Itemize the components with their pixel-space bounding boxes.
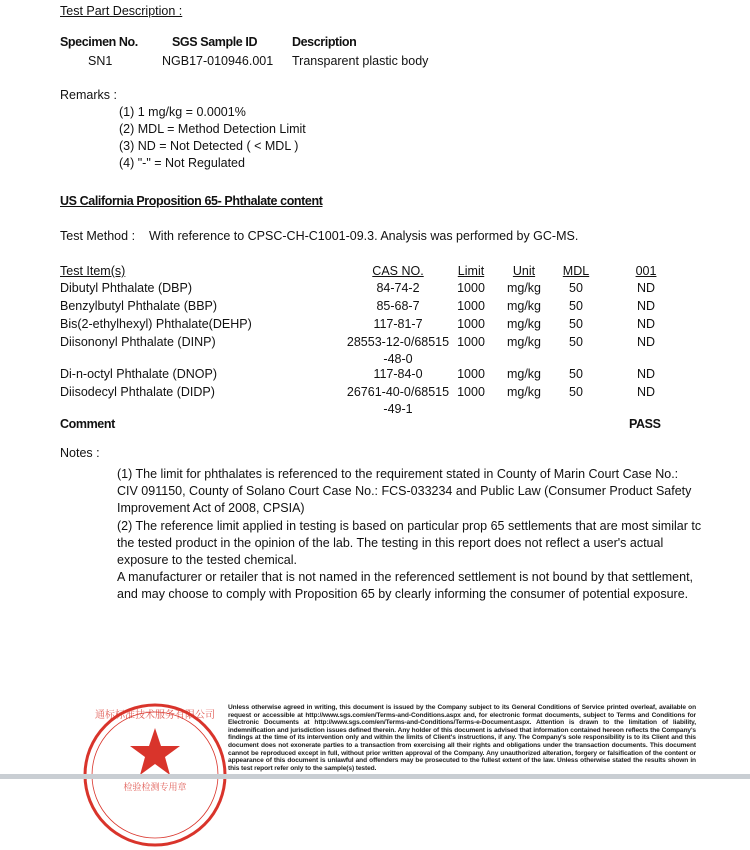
table-cell: 117-84-0	[373, 367, 423, 381]
table-cell: 50	[569, 317, 583, 331]
method-text: With reference to CPSC-CH-C1001-09.3. Analysis was performed by GC-MS.	[149, 229, 579, 243]
table-cell: 1000	[457, 317, 485, 331]
section-title: US California Proposition 65- Phthalate content	[60, 194, 323, 208]
table-cell: Diisononyl Phthalate (DINP)	[60, 335, 216, 349]
table-cell: ND	[636, 385, 656, 399]
table-cell: mg/kg	[506, 299, 542, 313]
table-cell: 1000	[457, 281, 485, 295]
table-cell: 50	[569, 367, 583, 381]
note-line: exposure to the tested chemical.	[117, 553, 297, 568]
table-header: Unit	[512, 264, 536, 278]
col-specimen: Specimen No.	[60, 35, 138, 49]
remarks-list	[119, 104, 306, 172]
table-cell: 50	[569, 385, 583, 399]
table-cell: ND	[636, 299, 656, 313]
col-description: Description	[292, 35, 357, 49]
notes-body	[117, 466, 701, 604]
star-icon	[130, 728, 180, 775]
legal-disclaimer: Unless otherwise agreed in writing, this document is issued by the Company subject to its General Conditions of Service printed overleaf, available on request or accessible at http://www.sgs.com/en/Terms-and-Conditions.aspx and, for electronic format documents, subject to Terms and Conditions for Electronic Documents at http://www.sgs.com/en/Terms-and-Conditions/Terms-e-Document.aspx. Attention is drawn to the limitation of liability, indemnification and jurisdiction issues defined therein. Any holder of this document is advised that information contained hereon reflects the Company's findings at the time of its intervention only and within the limits of Client's instructions, if any. The Company's sole responsibility is to its Client and this document does not exonerate parties to a transaction from exercising all their rights and obligations under the transaction documents. This document cannot be reproduced except in full, without prior written approval of the Company. Any unauthorized alteration, forgery or falsification of the content or appearance of this document is unlawful and offenders may be prosecuted to the fullest extent of the law. Unless otherwise stated the results shown in this test report refer only to the sample(s) tested.	[228, 704, 696, 772]
table-cell: mg/kg	[506, 385, 542, 399]
table-cell: 1000	[457, 335, 485, 349]
table-cell: Dibutyl Phthalate (DBP)	[60, 281, 193, 295]
table-cell: 84-74-2	[376, 281, 420, 295]
table-cell: mg/kg	[506, 367, 542, 381]
table-cell: ND	[636, 335, 656, 349]
table-cell: Diisodecyl Phthalate (DIDP)	[60, 385, 215, 399]
remark-item: (3) ND = Not Detected ( < MDL )	[119, 139, 299, 153]
svg-text:检验检测专用章: 检验检测专用章	[123, 783, 187, 793]
table-header: Limit	[457, 264, 485, 278]
table-cell: 1000	[457, 299, 485, 313]
note-line: (2) The reference limit applied in testing is based on particular prop 65 settlements that are most similar tc	[117, 518, 702, 533]
table-cell: 26761-40-0/68515 -49-1	[346, 385, 450, 416]
table-header: 001	[635, 264, 657, 278]
table-cell: mg/kg	[506, 335, 542, 349]
table-cell: 50	[569, 281, 583, 295]
table-cell: ND	[636, 281, 656, 295]
bottom-bar	[0, 774, 750, 779]
table-cell: 1000	[457, 367, 485, 381]
comment-label: Comment	[60, 417, 115, 431]
table-header: Test Item(s)	[60, 264, 126, 278]
note-line: the tested product in the opinion of the lab. The testing in this report does not reflect a user's actual	[117, 535, 664, 550]
table-cell: Benzylbutyl Phthalate (BBP)	[60, 299, 218, 313]
table-cell: 117-81-7	[373, 317, 423, 331]
svg-text:通标标准技术服务有限公司: 通标标准技术服务有限公司	[95, 710, 215, 721]
note-line: (1) The limit for phthalates is referenced to the requirement stated in County of Marin Court Case No.:	[117, 467, 679, 481]
table-header: CAS NO.	[372, 264, 424, 278]
col-sample-id: SGS Sample ID	[172, 35, 258, 49]
table-cell: 50	[569, 299, 583, 313]
table-header: MDL	[562, 264, 590, 278]
specimen-no: SN1	[88, 54, 113, 68]
table-cell: 50	[569, 335, 583, 349]
note-line: and may choose to comply with Proposition 65 by clearly informing the consumer of potential exposure.	[117, 587, 689, 602]
part-heading: Test Part Description :	[60, 4, 183, 18]
description: Transparent plastic body	[292, 54, 429, 68]
table-cell: 1000	[457, 385, 485, 399]
table-cell: ND	[636, 317, 656, 331]
table-cell: mg/kg	[506, 281, 542, 295]
notes-label: Notes :	[60, 446, 100, 460]
remark-item: (2) MDL = Method Detection Limit	[119, 122, 306, 136]
remark-item: (1) 1 mg/kg = 0.0001%	[119, 105, 246, 119]
note-line: CIV 091150, County of Solano Court Case No.: FCS-033234 and Public Law (Consumer Product Safety	[117, 484, 692, 499]
table-cell: 28553-12-0/68515 -48-0	[346, 335, 450, 366]
table-cell: mg/kg	[506, 317, 542, 331]
note-line: Improvement Act of 2008, CPSIA)	[117, 501, 305, 516]
remark-item: (4) "-" = Not Regulated	[119, 156, 245, 170]
table-cell: ND	[636, 367, 656, 381]
note-line: A manufacturer or retailer that is not named in the referenced settlement is not bound by that settlement,	[117, 570, 694, 585]
sample-id: NGB17-010946.001	[162, 54, 274, 68]
table-cell: Di-n-octyl Phthalate (DNOP)	[60, 367, 217, 381]
method-label: Test Method :	[60, 229, 136, 243]
comment-value: PASS	[629, 417, 661, 431]
remarks-label: Remarks :	[60, 88, 117, 102]
table-cell: Bis(2-ethylhexyl) Phthalate(DEHP)	[60, 317, 252, 331]
table-cell: 85-68-7	[376, 299, 420, 313]
